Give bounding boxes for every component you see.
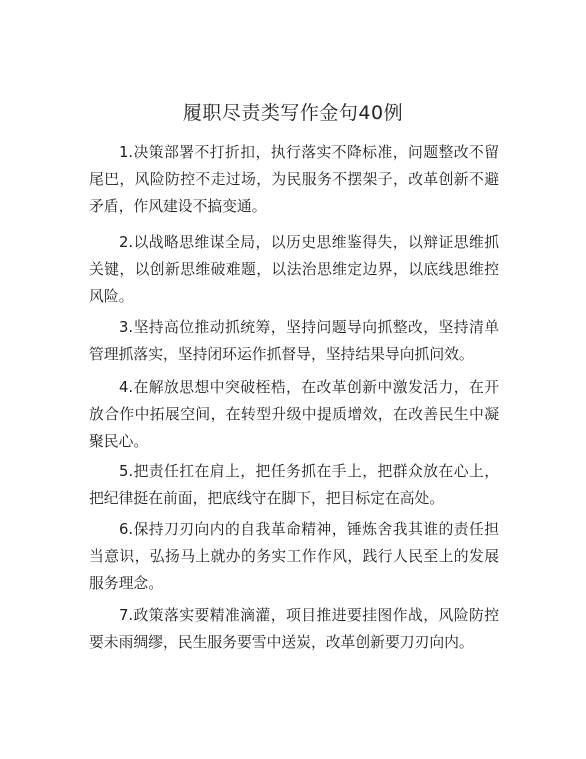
paragraph-2: 2.以战略思维谋全局，以历史思维鉴得失，以辩证思维抓关键，以创新思维破难题，以法治思维定边界，以底线思维控风险。 [89,234,499,305]
paragraph-7: 7.政策落实要精准滴灌，项目推进要挂图作战，风险防控要未雨绸缪，民生服务要雪中送炭，改革创新要刀刃向内。 [89,607,499,651]
document-title: 履职尽责类写作金句40例 [182,102,404,124]
paragraph-3: 3.坚持高位推动抓统筹，坚持问题导向抓整改，坚持清单管理抓落实，坚持闭环运作抓督导，坚持结果导向抓问效。 [89,319,499,363]
paragraph-4: 4.在解放思想中突破桎梏，在改革创新中激发活力，在开放合作中拓展空间，在转型升级中提质增效，在改善民生中凝聚民心。 [89,379,499,450]
paragraph-1: 1.决策部署不打折扣，执行落实不降标准，问题整改不留尾巴，风险防控不走过场，为民服务不摆架子，改革创新不避矛盾，作风建设不搞变通。 [89,144,499,215]
paragraph-5: 5.把责任扛在肩上，把任务抓在手上，把群众放在心上，把纪律挺在前面，把底线守在脚下，把目标定在高处。 [89,463,499,507]
paragraph-6: 6.保持刀刃向内的自我革命精神，锤炼舍我其谁的责任担当意识，弘扬马上就办的务实工作作风，践行人民至上的发展服务理念。 [89,521,499,592]
